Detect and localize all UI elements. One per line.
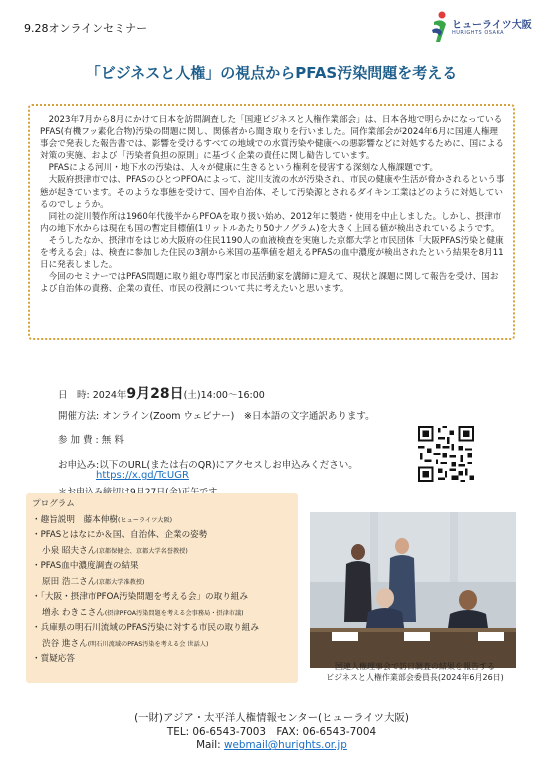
footer-tel-fax: TEL: 06-6543-7003 FAX: 06-6543-7004 xyxy=(166,725,377,738)
program-item: ・PFASとはなにか＆国、自治体、企業の姿勢 xyxy=(32,530,208,540)
un-council-photo xyxy=(310,512,516,668)
date-month-day: 9月28日 xyxy=(126,386,184,402)
footer-mail-link[interactable]: webmail@hurights.or.jp xyxy=(224,739,347,752)
apply-instructions: お申込み:以下のURL(または右のQR)にアクセスしお申込みください。 xyxy=(58,460,358,471)
date-label: 日 時: xyxy=(58,390,90,401)
intro-text xyxy=(40,114,506,295)
program-item: ・兵庫県の明石川流域のPFAS汚染に対する市民の取り組み xyxy=(32,623,259,633)
fee-row xyxy=(58,432,124,446)
program-speaker: 小泉 昭夫さん(京都保健会、京都大学名誉教授) xyxy=(42,545,188,556)
logo-subtitle: HURIGHTS OSAKA xyxy=(452,30,505,36)
program-item: ・趣旨説明 藤本伸樹(ヒューライツ大阪) xyxy=(32,514,173,525)
fee-value: 無 料 xyxy=(101,435,124,446)
logo-name: ヒューライツ大阪 xyxy=(452,20,532,31)
program-speaker: 増永 わきこさん(摂津PFOA汚染問題を考える会事務局・摂津市議) xyxy=(42,607,244,618)
caption-line: ビジネスと人権作業部会委員長(2024年6月26日) xyxy=(326,673,504,682)
page-title: 「ビジネスと人権」の視点からPFAS汚染問題を考える xyxy=(85,64,458,82)
caption-line: 国連人権理事会で訪日調査の結果を報告する xyxy=(335,662,495,671)
intro-paragraph: PFASによる河川・地下水の汚染は、人々が健康に生きるという権利を侵害する深刻な人権課題です。 xyxy=(48,163,439,174)
date-year: 2024年 xyxy=(92,390,127,401)
footer-org: (一財)アジア・太平洋人権情報センター(ヒューライツ大阪) xyxy=(134,712,409,724)
program-item: ・「大阪・摂津市PFOA汚染問題を考える会」の取り組み xyxy=(32,592,248,602)
program-item: ・質疑応答 xyxy=(32,654,75,664)
program-heading: プログラム xyxy=(32,499,75,509)
date-time: (土)14:00～16:00 xyxy=(183,390,265,401)
photo-caption xyxy=(300,661,530,683)
program-list xyxy=(32,497,294,668)
intro-paragraph: 大阪府摂津市では、PFASのひとつPFOAによって、淀川支流の水が汚染され、市民の健康や生活が脅かされるという事態が起きています。そのような事態を受けて、国や自治体、そして汚染源とされるダイキン工業はどのように対処しているのでしょうか。 xyxy=(40,175,505,210)
hurights-logo xyxy=(430,10,530,44)
intro-paragraph: 今回のセミナーではPFAS問題に取り組む専門家と市民活動家を講師に迎えて、現状と課題に関して報告を受け、国および自治体の責務、企業の責任、市民の役割について共に考えたいと思います。 xyxy=(40,272,499,295)
footer-mail-row xyxy=(0,739,543,753)
intro-paragraph: 同社の淀川製作所は1960年代後半からPFOAを取り扱い始め、2012年に製造・使用を中止しました。しかし、摂津市内の地下水からは現在も国の暫定目標値(1リットルあたり50ナノグラム)を大きく上回る値が検出されているようです。 xyxy=(40,211,502,234)
method-value: オンライン(Zoom ウェビナー) ※日本語の文字通訳あります。 xyxy=(102,411,375,422)
footer-contact xyxy=(0,712,543,753)
logo-mark-icon xyxy=(430,10,450,44)
footer-mail-label: Mail: xyxy=(196,739,224,752)
fee-label: 参 加 費 : xyxy=(58,435,99,446)
header-label: 9.28オンラインセミナー xyxy=(24,22,148,35)
qr-code-icon[interactable] xyxy=(418,426,474,482)
program-speaker: 渋谷 進さん(明石川流域のPFAS汚染を考える会 世話人) xyxy=(42,638,209,649)
method-label: 開催方法: xyxy=(58,411,100,422)
program-speaker: 原田 浩二さん(京都大学准教授) xyxy=(42,576,145,587)
program-item: ・PFAS血中濃度調査の結果 xyxy=(32,561,139,571)
intro-paragraph: そうしたなか、摂津市をはじめ大阪府の住民1190人の血液検査を実施した京都大学と市民団体「大阪PFAS汚染と健康を考える会」は、検査に参加した住民の3割から米国の基準値を超えるPFASの血中濃度が検出されたという結果を8月11日に発表しました。 xyxy=(40,235,504,271)
method-row xyxy=(58,408,375,422)
apply-url-link[interactable]: https://x.gd/TcUGR xyxy=(96,470,189,481)
intro-paragraph: 2023年7月から8月にかけて日本を訪問調査した「国連ビジネスと人権作業部会」は、日本各地で明らかになっているPFAS(有機フッ素化合物)汚染の問題に関し、関係者から聞き取りを行いました。同作業部会が2024年6月に国連人権理事会で発表した報告書では、影響を受けるすべての地域での水質汚染や健康への悪影響などに対処するために、国による対策の実施、および「汚染者負担の原則」に基づく企業の責任に関し勧告しています。 xyxy=(40,115,504,162)
date-row xyxy=(58,383,265,403)
